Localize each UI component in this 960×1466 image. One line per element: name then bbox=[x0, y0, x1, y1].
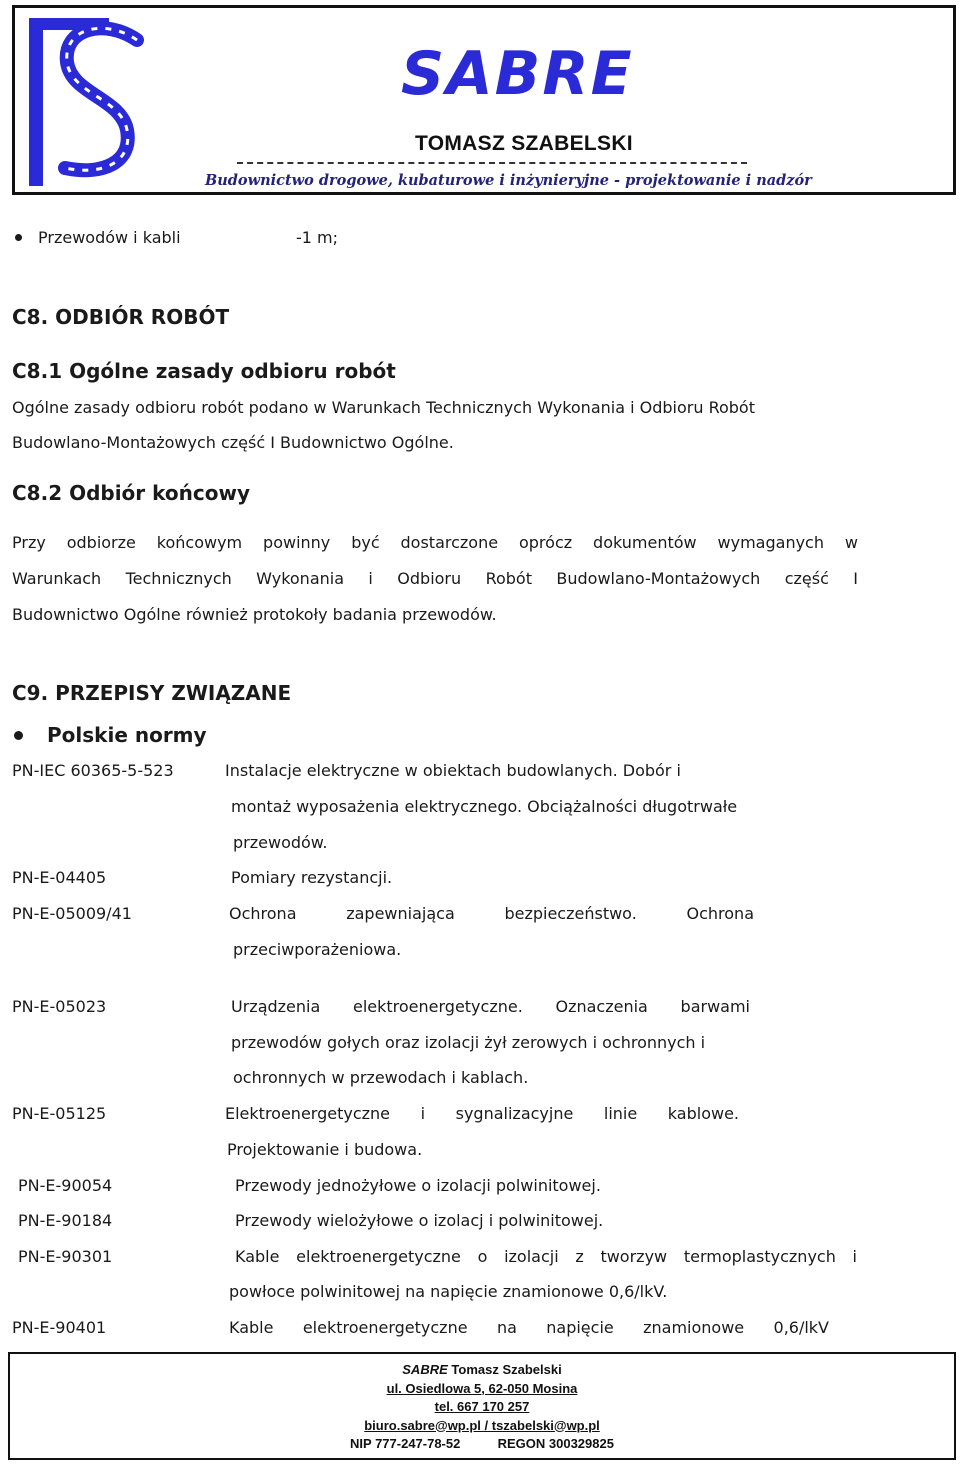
norm-code: PN-E-90401 bbox=[12, 1318, 107, 1337]
footer-regon: REGON 300329825 bbox=[497, 1436, 614, 1451]
footer-name-line bbox=[10, 1361, 954, 1380]
c8-1-line: Ogólne zasady odbioru robót podano w Warunkach Technicznych Wykonania i Odbioru Robót bbox=[12, 398, 755, 417]
bullet-label: Przewodów i kabli bbox=[38, 228, 181, 247]
c8-2-line: Budownictwo Ogólne również protokoły badania przewodów. bbox=[12, 605, 497, 624]
company-tagline: Budownictwo drogowe, kubaturowe i inżynieryjne - projektowanie i nadzór bbox=[205, 172, 812, 189]
norm-description: powłoce polwinitowej na napięcie znamionowe 0,6/lkV. bbox=[229, 1282, 668, 1301]
norm-code: PN-E-90054 bbox=[18, 1176, 113, 1195]
sabre-brand-logo bbox=[395, 30, 635, 110]
footer-email[interactable]: biuro.sabre@wp.pl / tszabelski@wp.pl bbox=[364, 1417, 600, 1433]
norm-description: przewodów. bbox=[233, 833, 328, 852]
section-c8-title: C8. ODBIÓR ROBÓT bbox=[12, 305, 230, 329]
norm-description: Projektowanie i budowa. bbox=[227, 1140, 423, 1159]
footer-contact-box bbox=[8, 1352, 956, 1460]
c8-2-line: Warunkach Technicznych Wykonania i Odbioru Robót Budowlano-Montażowych część I bbox=[12, 569, 858, 588]
norm-description: Kable elektroenergetyczne na napięcie znamionowe 0,6/lkV bbox=[229, 1318, 829, 1337]
norm-description: Instalacje elektryczne w obiektach budowlanych. Dobór i bbox=[225, 761, 681, 780]
bullet-icon bbox=[14, 731, 23, 740]
norm-code: PN-E-90184 bbox=[18, 1211, 113, 1230]
norm-description: Urządzenia elektroenergetyczne. Oznaczenia barwami bbox=[231, 997, 750, 1016]
svg-text:SABRE: SABRE bbox=[401, 39, 634, 109]
norm-code: PN-IEC 60365-5-523 bbox=[12, 761, 174, 780]
footer-owner: Tomasz Szabelski bbox=[451, 1362, 562, 1377]
c8-2-line: Przy odbiorze końcowym powinny być dostarczone oprócz dokumentów wymaganych w bbox=[12, 533, 858, 552]
norm-description: ochronnych w przewodach i kablach. bbox=[233, 1068, 529, 1087]
footer-nip: NIP 777-247-78-52 bbox=[350, 1436, 461, 1451]
norm-description: Przewody wielożyłowe o izolacj i polwinitowej. bbox=[235, 1211, 604, 1230]
norm-code: PN-E-05009/41 bbox=[12, 904, 132, 923]
norm-code: PN-E-05125 bbox=[12, 1104, 107, 1123]
header-divider bbox=[237, 162, 747, 164]
norm-description: montaż wyposażenia elektrycznego. Obciążalności długotrwałe bbox=[231, 797, 738, 816]
footer-phone: tel. 667 170 257 bbox=[434, 1399, 530, 1414]
section-c8-1-title: C8.1 Ogólne zasady odbioru robót bbox=[12, 359, 396, 383]
norm-description: przeciwporażeniowa. bbox=[233, 940, 402, 959]
norm-description: przewodów gołych oraz izolacji żył zerowych i ochronnych i bbox=[231, 1033, 706, 1052]
norm-description: Elektroenergetyczne i sygnalizacyjne linie kablowe. bbox=[225, 1104, 739, 1123]
company-name: TOMASZ SZABELSKI bbox=[415, 132, 633, 155]
letterhead bbox=[12, 5, 956, 195]
section-c9-title: C9. PRZEPISY ZWIĄZANE bbox=[12, 681, 292, 705]
footer-address: ul. Osiedlowa 5, 62-050 Mosina bbox=[386, 1380, 578, 1396]
bullet-icon bbox=[15, 234, 22, 241]
section-c8-2-title: C8.2 Odbiór końcowy bbox=[12, 481, 250, 505]
sabre-s-logo-icon bbox=[25, 14, 165, 190]
norm-description: Przewody jednożyłowe o izolacji polwinitowej. bbox=[235, 1176, 601, 1195]
norm-code: PN-E-04405 bbox=[12, 868, 107, 887]
norm-description: Kable elektroenergetyczne o izolacji z tworzyw termoplastycznych i bbox=[235, 1247, 857, 1266]
c8-1-line: Budowlano-Montażowych część I Budownictwo Ogólne. bbox=[12, 433, 454, 452]
footer-ids bbox=[10, 1435, 954, 1454]
norm-description: Ochrona zapewniająca bezpieczeństwo. Ochrona bbox=[229, 904, 754, 923]
norm-code: PN-E-90301 bbox=[18, 1247, 113, 1266]
norm-description: Pomiary rezystancji. bbox=[231, 868, 393, 887]
norm-code: PN-E-05023 bbox=[12, 997, 107, 1016]
polish-norms-subtitle: Polskie normy bbox=[47, 723, 207, 747]
bullet-value: -1 m; bbox=[296, 228, 339, 247]
footer-brand: SABRE bbox=[402, 1362, 448, 1377]
